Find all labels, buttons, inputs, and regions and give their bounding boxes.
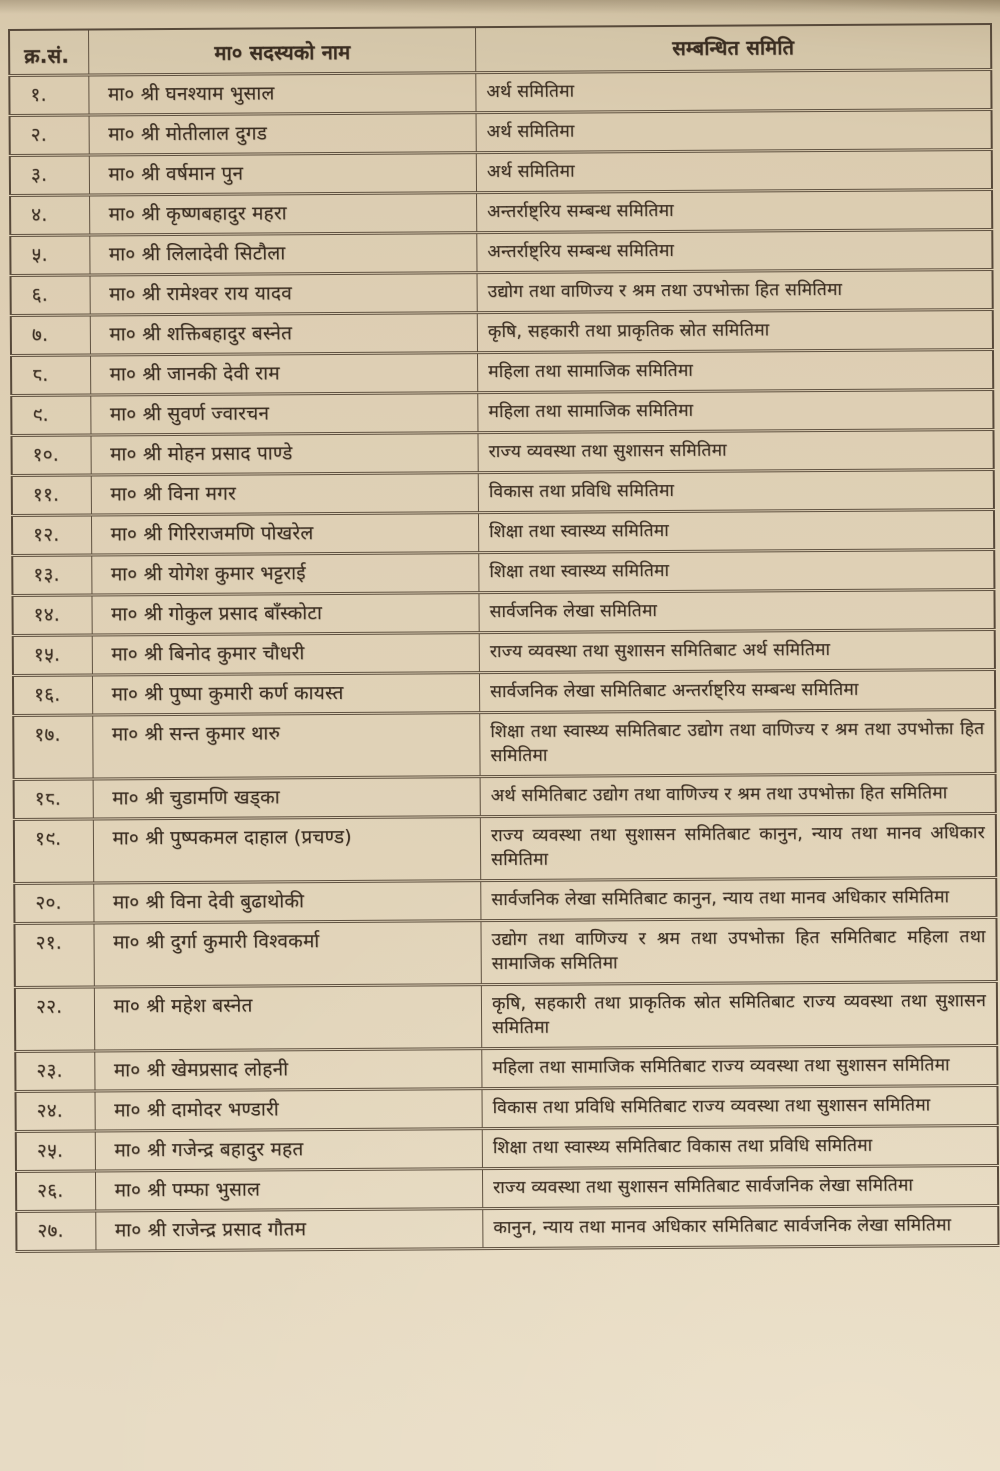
table-row — [14, 773, 996, 819]
committee-cell: सार्वजनिक लेखा समितिबाट अन्तर्राष्ट्रिय सम्बन्ध समितिमा — [479, 669, 995, 712]
table-row — [15, 1045, 997, 1091]
member-name-cell: मा० श्री सुवर्ण ज्वारचन — [91, 392, 478, 434]
member-name-cell: मा० श्री विना मगर — [92, 472, 479, 514]
serial-number-cell: १५. — [13, 634, 93, 674]
table-row — [11, 389, 993, 435]
header-member-name: मा० सदस्यको नाम — [89, 27, 476, 74]
member-name-cell: मा० श्री लिलादेवी सिटौला — [90, 232, 477, 274]
member-name-cell: मा० श्री चुडामणि खड्का — [94, 776, 481, 818]
serial-number-cell: १. — [9, 75, 89, 115]
table-row — [13, 669, 995, 715]
committee-cell: महिला तथा सामाजिक समितिमा — [477, 349, 993, 392]
table-row — [9, 69, 991, 115]
serial-number-cell: १८. — [14, 778, 94, 818]
member-name-cell: मा० श्री मोतीलाल दुगड — [89, 112, 476, 154]
table-row — [12, 549, 994, 595]
table-row — [14, 917, 996, 987]
member-name-cell: मा० श्री राजेन्द्र प्रसाद गौतम — [96, 1208, 483, 1250]
table-row — [15, 1085, 997, 1131]
committee-cell: शिक्षा तथा स्वास्थ्य समितिमा — [479, 549, 995, 592]
header-row — [9, 24, 991, 75]
table-row — [14, 877, 996, 923]
committee-cell: राज्य व्यवस्था तथा सुशासन समितिमा — [478, 429, 994, 472]
serial-number-cell: १९. — [14, 818, 94, 882]
committee-cell: अर्थ समितिमा — [476, 109, 992, 152]
member-name-cell: मा० श्री पुष्पकमल दाहाल (प्रचण्ड) — [94, 816, 481, 882]
serial-number-cell: १२. — [12, 515, 92, 555]
table-row — [12, 589, 994, 635]
member-name-cell: मा० श्री महेश बस्नेत — [95, 984, 482, 1050]
serial-number-cell: २१. — [14, 922, 94, 986]
table-body — [9, 69, 998, 1251]
table-row — [10, 229, 992, 275]
member-name-cell: मा० श्री गजेन्द्र बहादुर महत — [96, 1128, 483, 1170]
serial-number-cell: ३. — [10, 155, 90, 195]
member-name-cell: मा० श्री गिरिराजमणि पोखरेल — [92, 512, 479, 554]
committee-cell: उद्योग तथा वाणिज्य र श्रम तथा उपभोक्ता हित समितिमा — [477, 269, 993, 312]
table-row — [11, 309, 993, 355]
committee-cell: सार्वजनिक लेखा समितिबाट कानुन, न्याय तथा मानव अधिकार समितिमा — [481, 877, 997, 920]
table-row — [13, 709, 995, 779]
committee-cell: अर्थ समितिमा — [476, 149, 992, 192]
committee-cell: राज्य व्यवस्था तथा सुशासन समितिबाट कानुन, न्याय तथा मानव अधिकार समितिमा — [480, 813, 996, 880]
member-name-cell: मा० श्री घनश्याम भुसाल — [89, 72, 476, 114]
committee-cell: शिक्षा तथा स्वास्थ्य समितिमा — [478, 509, 994, 552]
committee-cell: विकास तथा प्रविधि समितिबाट राज्य व्यवस्था तथा सुशासन समितिमा — [482, 1085, 998, 1128]
serial-number-cell: ७. — [11, 315, 91, 355]
member-name-cell: मा० श्री कृष्णबहादुर महरा — [90, 192, 477, 234]
table-row — [16, 1125, 998, 1171]
serial-number-cell: ४. — [10, 195, 90, 235]
table-row — [14, 813, 996, 883]
member-name-cell: मा० श्री विना देवी बुढाथोकी — [94, 880, 481, 922]
committee-cell: महिला तथा सामाजिक समितिमा — [478, 389, 994, 432]
committee-cell: उद्योग तथा वाणिज्य र श्रम तथा उपभोक्ता हित समितिबाट महिला तथा सामाजिक समितिमा — [481, 917, 997, 984]
table-row — [10, 149, 992, 195]
table-row — [16, 1205, 998, 1251]
serial-number-cell: १३. — [12, 555, 92, 595]
committee-cell: कृषि, सहकारी तथा प्राकृतिक स्रोत समितिमा — [477, 309, 993, 352]
header-serial-number: क्र.सं. — [9, 30, 89, 75]
table-row — [11, 269, 993, 315]
committee-cell: सार्वजनिक लेखा समितिमा — [479, 589, 995, 632]
committee-cell: अन्तर्राष्ट्रिय सम्बन्ध समितिमा — [477, 189, 993, 232]
committee-cell: अर्थ समितिबाट उद्योग तथा वाणिज्य र श्रम तथा उपभोक्ता हित समितिमा — [480, 773, 996, 816]
table-row — [11, 429, 993, 475]
table-row — [11, 349, 993, 395]
committee-cell: शिक्षा तथा स्वास्थ्य समितिबाट विकास तथा प्रविधि समितिमा — [482, 1125, 998, 1168]
serial-number-cell: २५. — [16, 1130, 96, 1170]
committee-cell: राज्य व्यवस्था तथा सुशासन समितिबाट अर्थ समितिमा — [479, 629, 995, 672]
serial-number-cell: २३. — [15, 1050, 95, 1090]
serial-number-cell: २२. — [15, 986, 95, 1050]
serial-number-cell: १६. — [13, 674, 93, 714]
serial-number-cell: ८. — [11, 355, 91, 395]
member-name-cell: मा० श्री दुर्गा कुमारी विश्वकर्मा — [94, 920, 481, 986]
member-name-cell: मा० श्री रामेश्वर राय यादव — [90, 272, 477, 314]
table-row — [13, 629, 995, 675]
serial-number-cell: २०. — [14, 882, 94, 922]
member-name-cell: मा० श्री खेमप्रसाद लोहनी — [95, 1048, 482, 1090]
serial-number-cell: २. — [10, 115, 90, 155]
serial-number-cell: १४. — [12, 595, 92, 635]
committee-cell: महिला तथा सामाजिक समितिबाट राज्य व्यवस्था तथा सुशासन समितिमा — [482, 1045, 998, 1088]
paper-sheet — [8, 23, 999, 1252]
committee-cell: अर्थ समितिमा — [476, 69, 992, 112]
member-name-cell: मा० श्री सन्त कुमार थारु — [93, 712, 480, 778]
member-name-cell: मा० श्री दामोदर भण्डारी — [95, 1088, 482, 1130]
table-row — [16, 1165, 998, 1211]
table-row — [10, 189, 992, 235]
table-header — [9, 24, 991, 75]
committee-cell: कानुन, न्याय तथा मानव अधिकार समितिबाट सार्वजनिक लेखा समितिमा — [483, 1205, 999, 1248]
committee-cell: विकास तथा प्रविधि समितिमा — [478, 469, 994, 512]
serial-number-cell: ५. — [10, 235, 90, 275]
serial-number-cell: २७. — [16, 1210, 96, 1250]
table-row — [15, 981, 997, 1051]
member-name-cell: मा० श्री बिनोद कुमार चौधरी — [93, 632, 480, 674]
serial-number-cell: १७. — [13, 714, 93, 778]
committee-assignment-table — [8, 23, 999, 1252]
committee-cell: कृषि, सहकारी तथा प्राकृतिक स्रोत समितिबाट राज्य व्यवस्था तथा सुशासन समितिमा — [481, 981, 997, 1048]
serial-number-cell: ११. — [12, 475, 92, 515]
committee-cell: शिक्षा तथा स्वास्थ्य समितिबाट उद्योग तथा वाणिज्य र श्रम तथा उपभोक्ता हित समितिमा — [480, 709, 996, 776]
serial-number-cell: २६. — [16, 1170, 96, 1210]
member-name-cell: मा० श्री जानकी देवी राम — [91, 352, 478, 394]
member-name-cell: मा० श्री पम्फा भुसाल — [96, 1168, 483, 1210]
table-row — [12, 509, 994, 555]
member-name-cell: मा० श्री वर्षमान पुन — [90, 152, 477, 194]
committee-cell: अन्तर्राष्ट्रिय सम्बन्ध समितिमा — [477, 229, 993, 272]
member-name-cell: मा० श्री योगेश कुमार भट्टराई — [92, 552, 479, 594]
serial-number-cell: २४. — [15, 1090, 95, 1130]
serial-number-cell: १०. — [11, 435, 91, 475]
serial-number-cell: ९. — [11, 395, 91, 435]
table-row — [12, 469, 994, 515]
header-committee: सम्बन्धित समिति — [476, 24, 992, 72]
member-name-cell: मा० श्री शक्तिबहादुर बस्नेत — [91, 312, 478, 354]
member-name-cell: मा० श्री मोहन प्रसाद पाण्डे — [91, 432, 478, 474]
member-name-cell: मा० श्री पुष्पा कुमारी कर्ण कायस्त — [93, 672, 480, 714]
member-name-cell: मा० श्री गोकुल प्रसाद बाँस्कोटा — [92, 592, 479, 634]
table-row — [10, 109, 992, 155]
serial-number-cell: ६. — [11, 275, 91, 315]
committee-cell: राज्य व्यवस्था तथा सुशासन समितिबाट सार्वजनिक लेखा समितिमा — [482, 1165, 998, 1208]
